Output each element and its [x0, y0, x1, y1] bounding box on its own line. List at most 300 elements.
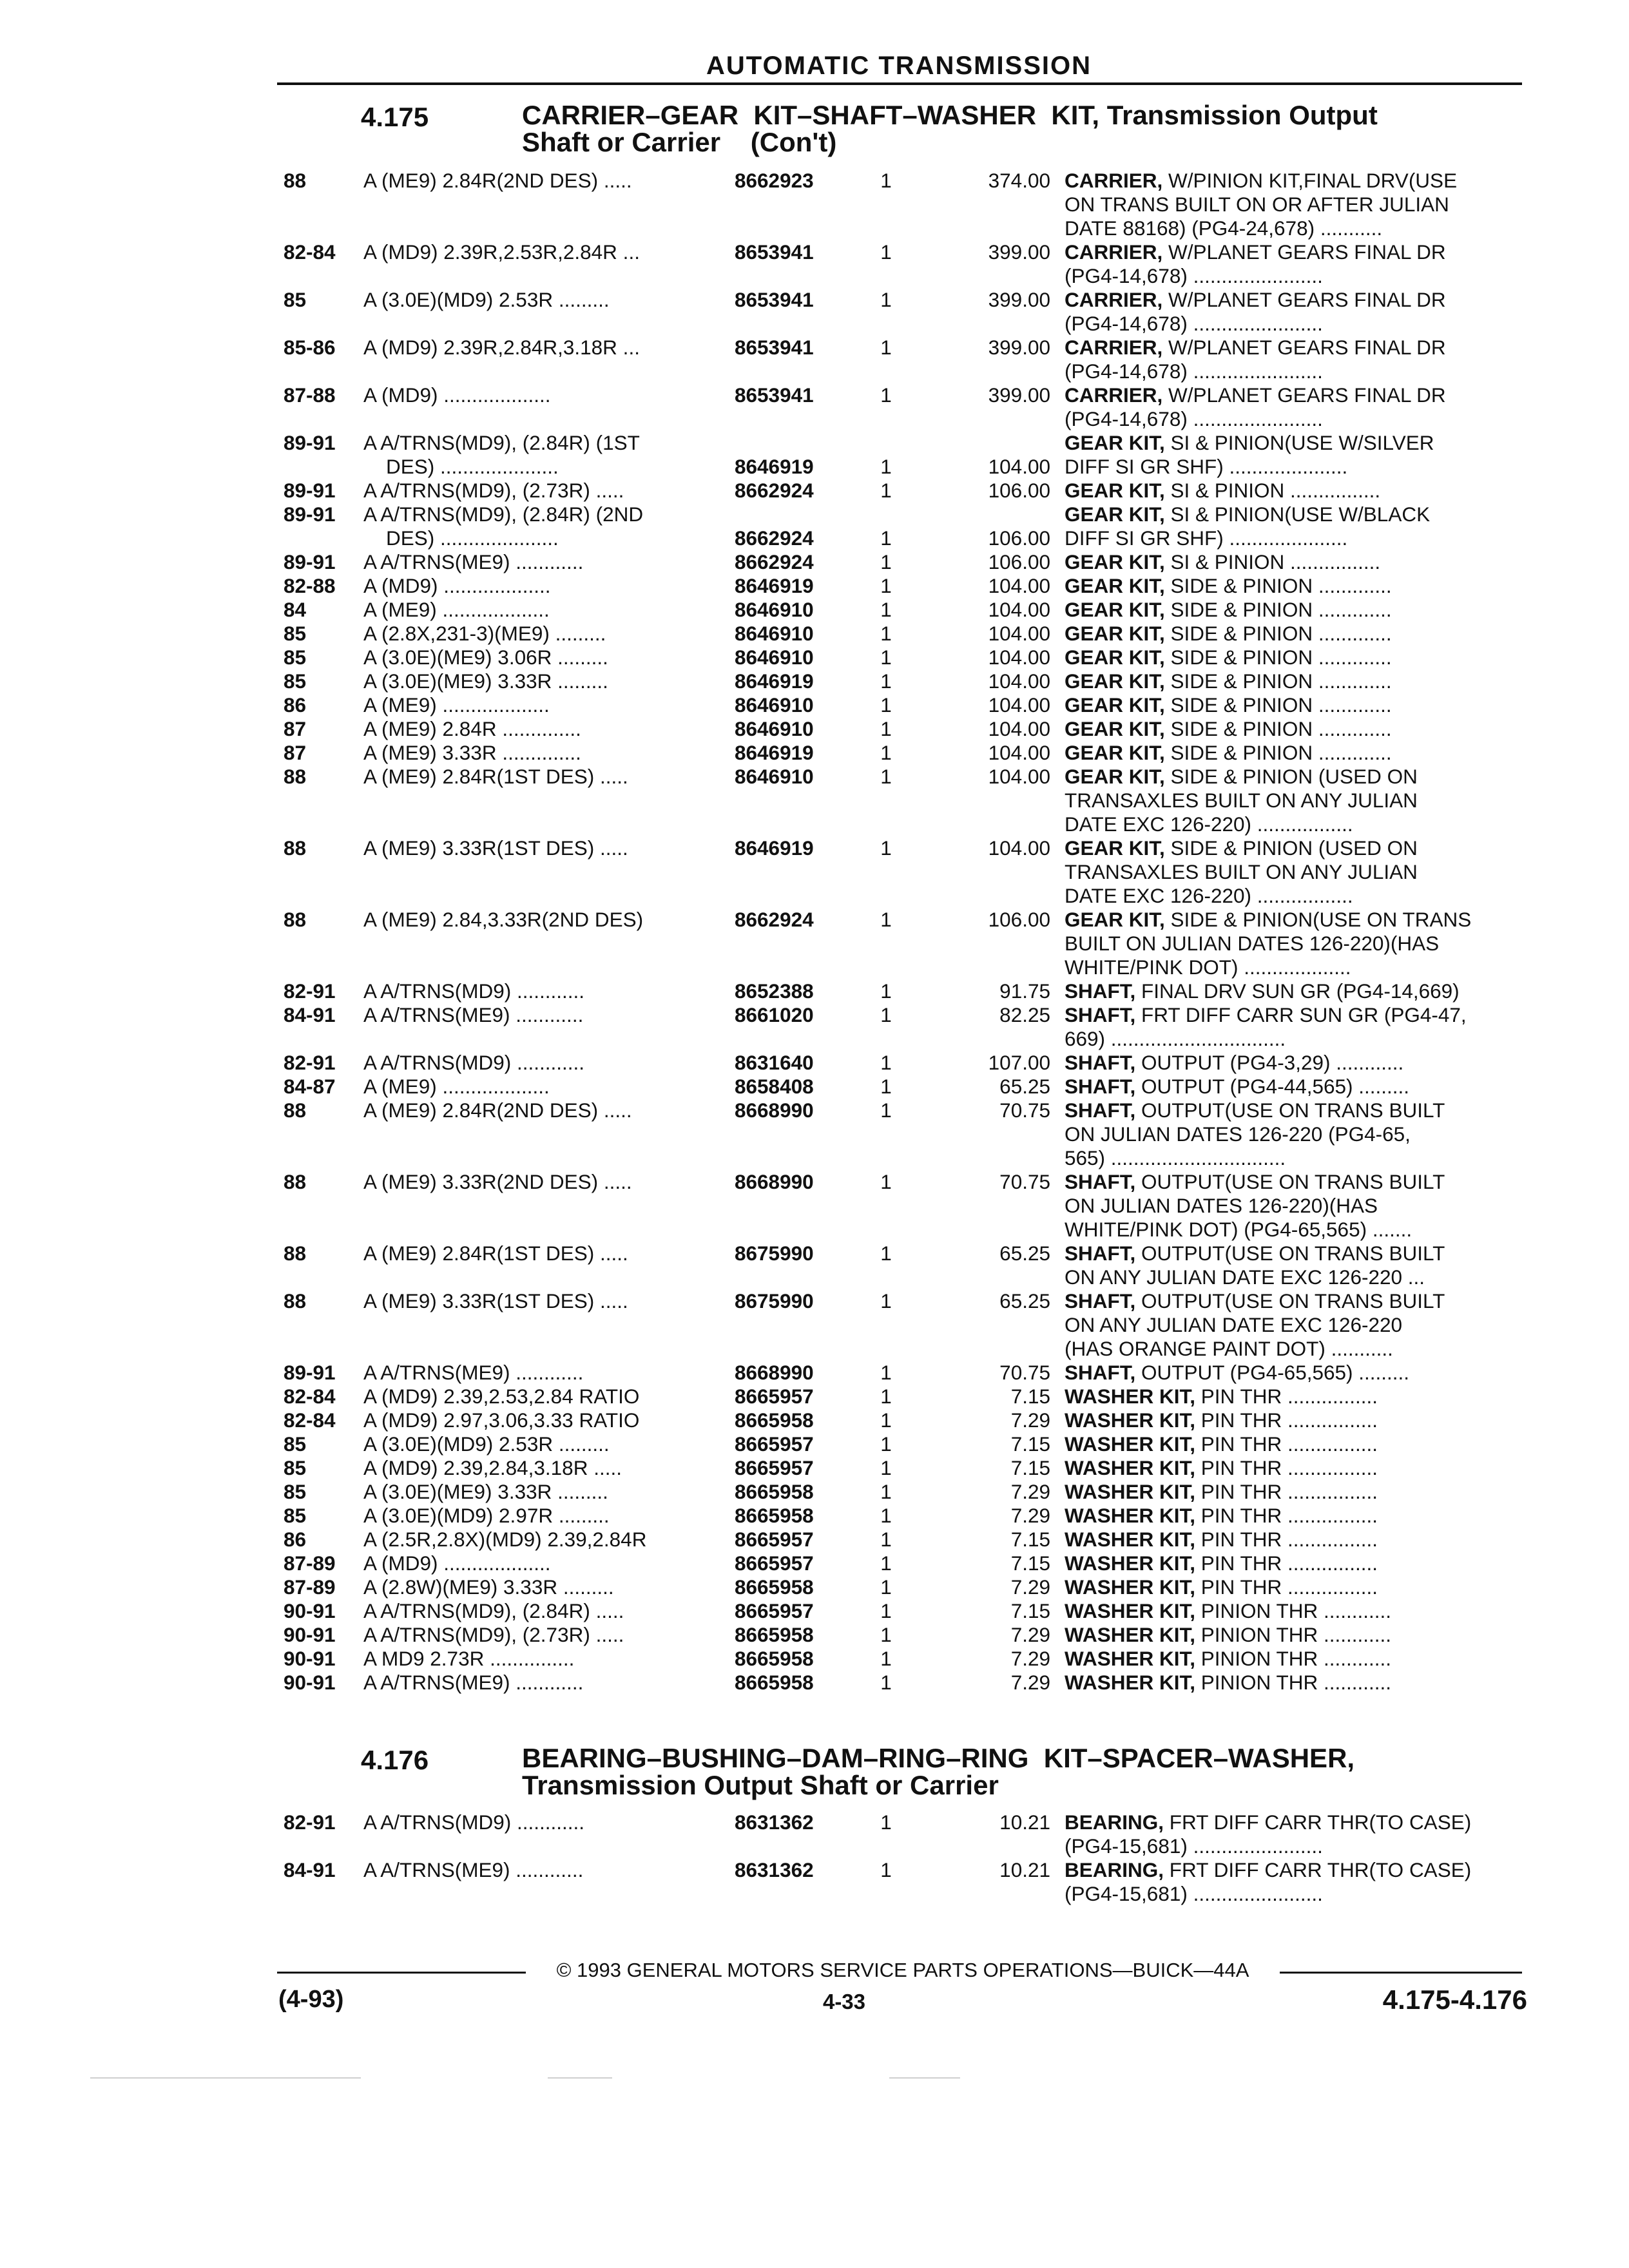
- table-row: [284, 1599, 1527, 1623]
- table-row: [284, 288, 1527, 336]
- application: A (MD9) 2.39R,2.84R,3.18R ...: [363, 336, 640, 359]
- application: A (ME9) 3.33R ..............: [363, 741, 581, 764]
- application: A (ME9) 3.33R(1ST DES) .....: [363, 836, 628, 860]
- description-head: GEAR KIT,: [1065, 479, 1165, 502]
- part-number: 8646919: [735, 669, 814, 693]
- application: A (2.8X,231-3)(ME9) .........: [363, 622, 606, 645]
- description-text: OUTPUT(USE ON TRANS BUILT ON ANY JULIAN DATE EXC 126-220 ...: [1065, 1242, 1445, 1289]
- description-head: SHAFT,: [1065, 1361, 1136, 1384]
- quantity: 1: [880, 1623, 892, 1646]
- description: [1065, 693, 1528, 717]
- part-number: 8653941: [735, 288, 814, 311]
- table-row: [284, 383, 1527, 431]
- application: A (ME9) ...................: [363, 598, 550, 621]
- part-number: 8662924: [735, 908, 814, 931]
- model-years: 88: [284, 1099, 307, 1122]
- description-text: PINION THR ............: [1195, 1671, 1391, 1694]
- part-number: 8646910: [735, 765, 814, 788]
- description-head: GEAR KIT,: [1065, 550, 1165, 573]
- description: [1065, 1408, 1528, 1432]
- description-text: PIN THR ................: [1195, 1552, 1378, 1575]
- part-number: 8646910: [735, 693, 814, 716]
- part-number: 8646910: [735, 717, 814, 740]
- description: [1065, 288, 1528, 336]
- part-number: 8646910: [735, 646, 814, 669]
- application: A A/TRNS(ME9) ............: [363, 1858, 584, 1881]
- price: 70.75: [999, 1099, 1050, 1122]
- description-head: GEAR KIT,: [1065, 836, 1165, 860]
- description-text: PINION THR ............: [1195, 1623, 1391, 1646]
- part-number: 8675990: [735, 1242, 814, 1265]
- quantity: 1: [880, 979, 892, 1003]
- model-years: 89-91: [284, 431, 336, 454]
- application: A (MD9) 2.97,3.06,3.33 RATIO: [363, 1408, 640, 1432]
- part-number: 8653941: [735, 383, 814, 407]
- description-head: GEAR KIT,: [1065, 908, 1165, 931]
- price: 104.00: [988, 598, 1050, 621]
- application: A (3.0E)(ME9) 3.33R .........: [363, 1480, 608, 1503]
- price: 7.29: [1010, 1408, 1050, 1432]
- model-years: 85: [284, 1432, 307, 1456]
- table-row: [284, 908, 1527, 979]
- application: A (ME9) 2.84R(1ST DES) .....: [363, 1242, 628, 1265]
- price: 65.25: [999, 1242, 1050, 1265]
- description: [1065, 598, 1528, 622]
- page-header: AUTOMATIC TRANSMISSION: [706, 52, 1092, 80]
- description-head: GEAR KIT,: [1065, 431, 1165, 454]
- price: 104.00: [988, 836, 1050, 860]
- table-row: [284, 1075, 1527, 1099]
- description: [1065, 622, 1528, 646]
- description-head: WASHER KIT,: [1065, 1456, 1196, 1479]
- description-text: FINAL DRV SUN GR (PG4-14,669): [1135, 979, 1460, 1003]
- quantity: 1: [880, 717, 892, 740]
- price: 7.15: [1010, 1385, 1050, 1408]
- description-head: GEAR KIT,: [1065, 669, 1165, 693]
- price: 399.00: [988, 240, 1050, 264]
- table-row: [284, 1552, 1527, 1575]
- application: A A/TRNS(ME9) ............: [363, 550, 584, 573]
- model-years: 85-86: [284, 336, 336, 359]
- description: [1065, 717, 1528, 741]
- description: [1065, 1858, 1528, 1906]
- application: A A/TRNS(MD9), (2.73R) .....: [363, 479, 624, 502]
- description-head: WASHER KIT,: [1065, 1647, 1196, 1670]
- description-text: SIDE & PINION .............: [1164, 669, 1392, 693]
- description-text: PIN THR ................: [1195, 1408, 1378, 1432]
- model-years: 85: [284, 288, 307, 311]
- description-text: PIN THR ................: [1195, 1528, 1378, 1551]
- model-years: 90-91: [284, 1623, 336, 1646]
- model-years: 84-91: [284, 1858, 336, 1881]
- description: [1065, 1385, 1528, 1408]
- description-text: PIN THR ................: [1195, 1456, 1378, 1479]
- application: A (ME9) 3.33R(2ND DES) .....: [363, 1170, 632, 1193]
- description-head: SHAFT,: [1065, 1242, 1136, 1265]
- price: 7.15: [1010, 1599, 1050, 1622]
- price: 106.00: [988, 526, 1050, 550]
- model-years: 89-91: [284, 1361, 336, 1384]
- table-row: [284, 1242, 1527, 1289]
- application: A (MD9) 2.39R,2.53R,2.84R ...: [363, 240, 640, 264]
- price: 106.00: [988, 479, 1050, 502]
- quantity: 1: [880, 455, 892, 478]
- description-text: FRT DIFF CARR SUN GR (PG4-47, 669) ...............................: [1065, 1003, 1467, 1050]
- model-years: 85: [284, 1504, 307, 1527]
- description: [1065, 646, 1528, 669]
- description: [1065, 550, 1528, 574]
- model-years: 86: [284, 693, 307, 716]
- description: [1065, 1099, 1528, 1170]
- description: [1065, 383, 1528, 431]
- description: [1065, 765, 1528, 836]
- footer-page-number: 4-33: [822, 1990, 866, 2013]
- part-number: 8631362: [735, 1858, 814, 1881]
- application: A MD9 2.73R ...............: [363, 1647, 575, 1670]
- description: [1065, 979, 1528, 1003]
- description-text: OUTPUT (PG4-65,565) .........: [1135, 1361, 1410, 1384]
- table-row: [284, 646, 1527, 669]
- quantity: 1: [880, 574, 892, 597]
- footer-rule-left: [277, 1972, 526, 1974]
- application: A (ME9) 2.84R(2ND DES) .....: [363, 1099, 632, 1122]
- model-years: 85: [284, 1456, 307, 1479]
- description-head: WASHER KIT,: [1065, 1408, 1196, 1432]
- scan-artifact: [548, 2077, 612, 2079]
- description-head: SHAFT,: [1065, 1075, 1136, 1098]
- model-years: 82-91: [284, 979, 336, 1003]
- description-head: WASHER KIT,: [1065, 1480, 1196, 1503]
- table-row: [284, 1623, 1527, 1647]
- application: A A/TRNS(ME9) ............: [363, 1671, 584, 1694]
- price: 104.00: [988, 646, 1050, 669]
- description: [1065, 1528, 1528, 1552]
- description-head: WASHER KIT,: [1065, 1671, 1196, 1694]
- table-row: [284, 1099, 1527, 1170]
- model-years: 89-91: [284, 503, 336, 526]
- description-head: GEAR KIT,: [1065, 717, 1165, 740]
- part-number: 8665958: [735, 1671, 814, 1694]
- price: 7.15: [1010, 1456, 1050, 1479]
- table-row: [284, 1170, 1527, 1242]
- quantity: 1: [880, 1289, 892, 1312]
- part-number: 8665957: [735, 1599, 814, 1622]
- price: 104.00: [988, 622, 1050, 645]
- description-text: PINION THR ............: [1195, 1599, 1391, 1622]
- application: A A/TRNS(MD9), (2.84R) .....: [363, 1599, 624, 1622]
- price: 7.15: [1010, 1432, 1050, 1456]
- application: A (2.5R,2.8X)(MD9) 2.39,2.84R: [363, 1528, 647, 1551]
- part-number: 8665958: [735, 1623, 814, 1646]
- description: [1065, 1671, 1528, 1695]
- section-number: 4.176: [361, 1745, 429, 1775]
- table-row: [284, 1361, 1527, 1385]
- application: A A/TRNS(MD9) ............: [363, 1051, 585, 1074]
- description-text: OUTPUT (PG4-44,565) .........: [1135, 1075, 1410, 1098]
- price: 104.00: [988, 717, 1050, 740]
- description-text: W/PLANET GEARS FINAL DR (PG4-14,678) .......................: [1065, 383, 1446, 430]
- application: A (ME9) 2.84R(1ST DES) .....: [363, 765, 628, 788]
- description-text: PIN THR ................: [1195, 1432, 1378, 1456]
- description: [1065, 240, 1528, 288]
- description: [1065, 1552, 1528, 1575]
- quantity: 1: [880, 1480, 892, 1503]
- quantity: 1: [880, 693, 892, 716]
- footer-section-range: 4.175-4.176: [1382, 1984, 1527, 2015]
- description: [1065, 1623, 1528, 1647]
- price: 65.25: [999, 1289, 1050, 1312]
- application: A A/TRNS(MD9), (2.73R) .....: [363, 1623, 624, 1646]
- model-years: 88: [284, 908, 307, 931]
- description-head: CARRIER,: [1065, 240, 1163, 264]
- part-number: 8665957: [735, 1552, 814, 1575]
- application: A A/TRNS(MD9), (2.84R) (1ST DES) .....................: [363, 431, 640, 478]
- quantity: 1: [880, 550, 892, 573]
- part-number: 8646919: [735, 455, 814, 478]
- model-years: 82-91: [284, 1811, 336, 1834]
- table-row: [284, 1456, 1527, 1480]
- model-years: 87: [284, 741, 307, 764]
- description-head: WASHER KIT,: [1065, 1623, 1196, 1646]
- price: 82.25: [999, 1003, 1050, 1026]
- price: 70.75: [999, 1170, 1050, 1193]
- part-number: 8665958: [735, 1575, 814, 1599]
- description: [1065, 1075, 1528, 1099]
- quantity: 1: [880, 1504, 892, 1527]
- section-title: [522, 102, 1553, 156]
- model-years: 88: [284, 836, 307, 860]
- quantity: 1: [880, 1242, 892, 1265]
- model-years: 88: [284, 1170, 307, 1193]
- description: [1065, 1456, 1528, 1480]
- quantity: 1: [880, 1647, 892, 1670]
- table-row: [284, 669, 1527, 693]
- model-years: 88: [284, 1289, 307, 1312]
- price: 399.00: [988, 336, 1050, 359]
- description-head: SHAFT,: [1065, 979, 1136, 1003]
- part-number: 8631362: [735, 1811, 814, 1834]
- part-number: 8662924: [735, 479, 814, 502]
- description-head: BEARING,: [1065, 1811, 1164, 1834]
- description-text: SIDE & PINION .............: [1164, 741, 1392, 764]
- price: 399.00: [988, 288, 1050, 311]
- description-text: SIDE & PINION (USED ON TRANSAXLES BUILT ON ANY JULIAN DATE EXC 126-220) .................: [1065, 836, 1418, 907]
- price: 10.21: [999, 1858, 1050, 1881]
- model-years: 82-84: [284, 1408, 336, 1432]
- description-text: SIDE & PINION .............: [1164, 622, 1392, 645]
- description: [1065, 574, 1528, 598]
- application: A (3.0E)(ME9) 3.33R .........: [363, 669, 608, 693]
- description: [1065, 1647, 1528, 1671]
- description-head: WASHER KIT,: [1065, 1432, 1196, 1456]
- price: 7.29: [1010, 1575, 1050, 1599]
- description: [1065, 1811, 1528, 1858]
- description-text: SI & PINION(USE W/SILVER DIFF SI GR SHF) .....................: [1065, 431, 1434, 478]
- table-row: [284, 1528, 1527, 1552]
- footer-copyright: © 1993 GENERAL MOTORS SERVICE PARTS OPERATIONS—BUICK—44A: [556, 1959, 1249, 1981]
- table-row: [284, 979, 1527, 1003]
- table-row: [284, 431, 1527, 479]
- part-number: 8662924: [735, 526, 814, 550]
- part-number: 8668990: [735, 1099, 814, 1122]
- application: A A/TRNS(ME9) ............: [363, 1003, 584, 1026]
- description: [1065, 1289, 1528, 1361]
- table-row: [284, 1432, 1527, 1456]
- application: A (ME9) 2.84R ..............: [363, 717, 581, 740]
- quantity: 1: [880, 646, 892, 669]
- model-years: 84-91: [284, 1003, 336, 1026]
- model-years: 82-84: [284, 240, 336, 264]
- application: A (MD9) ...................: [363, 1552, 551, 1575]
- description-text: SI & PINION(USE W/BLACK DIFF SI GR SHF) .....................: [1065, 503, 1431, 550]
- description-head: GEAR KIT,: [1065, 598, 1165, 621]
- table-row: [284, 741, 1527, 765]
- description: [1065, 1361, 1528, 1385]
- part-number: 8665958: [735, 1480, 814, 1503]
- section-title-line: Shaft or Carrier (Con't): [522, 127, 837, 157]
- model-years: 88: [284, 765, 307, 788]
- quantity: 1: [880, 1528, 892, 1551]
- description-head: SHAFT,: [1065, 1170, 1136, 1193]
- description: [1065, 741, 1528, 765]
- description: [1065, 1003, 1528, 1051]
- part-number: 8668990: [735, 1170, 814, 1193]
- application: A (ME9) 2.84,3.33R(2ND DES): [363, 908, 644, 931]
- quantity: 1: [880, 1599, 892, 1622]
- application: A (3.0E)(MD9) 2.97R .........: [363, 1504, 610, 1527]
- price: 106.00: [988, 550, 1050, 573]
- quantity: 1: [880, 1003, 892, 1026]
- description: [1065, 1504, 1528, 1528]
- description-head: BEARING,: [1065, 1858, 1164, 1881]
- model-years: 85: [284, 1480, 307, 1503]
- description-head: GEAR KIT,: [1065, 503, 1165, 526]
- part-number: 8646910: [735, 622, 814, 645]
- quantity: 1: [880, 1671, 892, 1694]
- table-row: [284, 240, 1527, 288]
- header-rule: [277, 82, 1522, 85]
- part-number: 8646919: [735, 836, 814, 860]
- quantity: 1: [880, 169, 892, 192]
- quantity: 1: [880, 1075, 892, 1098]
- description: [1065, 669, 1528, 693]
- description-text: FRT DIFF CARR THR(TO CASE) (PG4-15,681) .......................: [1065, 1811, 1472, 1858]
- part-number: 8665957: [735, 1432, 814, 1456]
- quantity: 1: [880, 1858, 892, 1881]
- description-text: PIN THR ................: [1195, 1504, 1378, 1527]
- description: [1065, 479, 1528, 503]
- application: A (MD9) 2.39,2.53,2.84 RATIO: [363, 1385, 640, 1408]
- part-number: 8665957: [735, 1456, 814, 1479]
- model-years: 85: [284, 622, 307, 645]
- description-head: GEAR KIT,: [1065, 574, 1165, 597]
- part-number: 8665958: [735, 1647, 814, 1670]
- part-number: 8653941: [735, 336, 814, 359]
- table-row: [284, 1289, 1527, 1361]
- part-number: 8662924: [735, 550, 814, 573]
- application: A A/TRNS(MD9), (2.84R) (2ND DES) .....................: [363, 503, 644, 550]
- description-head: GEAR KIT,: [1065, 765, 1165, 788]
- description-text: FRT DIFF CARR THR(TO CASE) (PG4-15,681) .......................: [1065, 1858, 1472, 1905]
- model-years: 86: [284, 1528, 307, 1551]
- model-years: 87-88: [284, 383, 336, 407]
- quantity: 1: [880, 479, 892, 502]
- part-number: 8662923: [735, 169, 814, 192]
- description-text: OUTPUT(USE ON TRANS BUILT ON JULIAN DATES 126-220 (PG4-65, 565) ...............................: [1065, 1099, 1445, 1169]
- quantity: 1: [880, 598, 892, 621]
- description-text: SI & PINION ................: [1164, 479, 1381, 502]
- application: A A/TRNS(MD9) ............: [363, 1811, 585, 1834]
- model-years: 90-91: [284, 1671, 336, 1694]
- part-number: 8653941: [735, 240, 814, 264]
- table-row: [284, 574, 1527, 598]
- footer-rule-right: [1280, 1972, 1522, 1974]
- table-row: [284, 479, 1527, 503]
- description-head: WASHER KIT,: [1065, 1528, 1196, 1551]
- description-head: GEAR KIT,: [1065, 693, 1165, 716]
- table-row: [284, 1480, 1527, 1504]
- model-years: 87: [284, 717, 307, 740]
- description-head: CARRIER,: [1065, 169, 1163, 192]
- price: 70.75: [999, 1361, 1050, 1384]
- section-title-line: BEARING–BUSHING–DAM–RING–RING KIT–SPACER–WASHER,: [522, 1743, 1355, 1773]
- parts-table-4175: [284, 169, 1527, 1695]
- table-row: [284, 598, 1527, 622]
- description-head: WASHER KIT,: [1065, 1385, 1196, 1408]
- quantity: 1: [880, 1385, 892, 1408]
- price: 91.75: [999, 979, 1050, 1003]
- description-text: SIDE & PINION .............: [1164, 598, 1392, 621]
- scan-artifact: [889, 2077, 960, 2079]
- description-head: WASHER KIT,: [1065, 1599, 1196, 1622]
- description-text: OUTPUT (PG4-3,29) ............: [1135, 1051, 1404, 1074]
- description-text: SIDE & PINION .............: [1164, 717, 1392, 740]
- model-years: 87-89: [284, 1575, 336, 1599]
- part-number: 8658408: [735, 1075, 814, 1098]
- application: A (ME9) ...................: [363, 693, 550, 716]
- price: 104.00: [988, 741, 1050, 764]
- description: [1065, 503, 1528, 550]
- description: [1065, 1575, 1528, 1599]
- model-years: 82-91: [284, 1051, 336, 1074]
- part-number: 8661020: [735, 1003, 814, 1026]
- description-text: W/PLANET GEARS FINAL DR (PG4-14,678) .......................: [1065, 240, 1446, 287]
- price: 107.00: [988, 1051, 1050, 1074]
- application: A A/TRNS(ME9) ............: [363, 1361, 584, 1384]
- price: 374.00: [988, 169, 1050, 192]
- price: 7.29: [1010, 1647, 1050, 1670]
- description: [1065, 169, 1528, 240]
- price: 7.29: [1010, 1671, 1050, 1694]
- section-title-line: CARRIER–GEAR KIT–SHAFT–WASHER KIT, Transmission Output: [522, 100, 1378, 130]
- description: [1065, 1599, 1528, 1623]
- table-row: [284, 693, 1527, 717]
- description-head: CARRIER,: [1065, 288, 1163, 311]
- price: 10.21: [999, 1811, 1050, 1834]
- section-title: [522, 1745, 1553, 1799]
- description: [1065, 1480, 1528, 1504]
- quantity: 1: [880, 383, 892, 407]
- description-text: PIN THR ................: [1195, 1385, 1378, 1408]
- model-years: 84: [284, 598, 307, 621]
- quantity: 1: [880, 836, 892, 860]
- footer-date: (4-93): [278, 1986, 344, 2013]
- quantity: 1: [880, 1051, 892, 1074]
- description-head: SHAFT,: [1065, 1099, 1136, 1122]
- table-row: [284, 1811, 1527, 1858]
- quantity: 1: [880, 669, 892, 693]
- quantity: 1: [880, 240, 892, 264]
